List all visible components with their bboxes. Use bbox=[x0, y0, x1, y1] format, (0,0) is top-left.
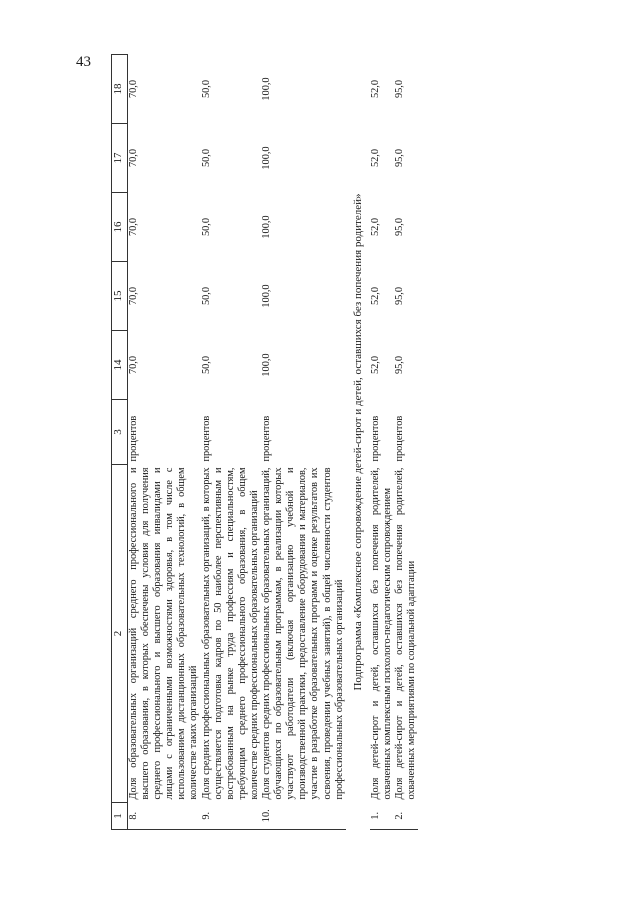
table-row bbox=[261, 55, 346, 830]
row-number: 9. bbox=[201, 803, 261, 830]
value-cell: 50,0 bbox=[200, 355, 212, 375]
unit-cell: процентов bbox=[369, 415, 381, 462]
value-cell: 95,0 bbox=[393, 355, 405, 375]
indicator-description: Доля студентов средних профессиональных образовательных организаций, обучающихся по образовательным программам, в реализации которых участвуют работодатели (включая организацию учебной и производственной практики, предоставление оборудования и материалов, участие в разработке образовательных программ и оценке результатов их освоения, проведении учебных занятий), в общей численности студентов профессиональных образовательных организаций bbox=[261, 467, 345, 800]
value-cell: 95,0 bbox=[393, 217, 405, 237]
header-row bbox=[112, 55, 128, 830]
value-cell: 100,0 bbox=[261, 284, 273, 308]
header-cell: 14 bbox=[112, 331, 128, 400]
row-number: 10. bbox=[261, 803, 346, 830]
value-cell: 50,0 bbox=[200, 217, 212, 237]
page-number: 43 bbox=[76, 54, 91, 70]
value-cell: 100,0 bbox=[261, 353, 273, 377]
value-cell: 52,0 bbox=[369, 286, 381, 306]
value-cell: 95,0 bbox=[393, 79, 405, 99]
row-number: 1. bbox=[370, 803, 394, 830]
row-number: 2. bbox=[394, 803, 418, 830]
unit-cell: процентов bbox=[200, 415, 212, 462]
value-cell: 52,0 bbox=[369, 79, 381, 99]
value-cell: 70,0 bbox=[128, 355, 139, 375]
unit-cell: процентов bbox=[128, 415, 139, 462]
value-cell: 70,0 bbox=[128, 148, 139, 168]
value-cell: 100,0 bbox=[261, 215, 273, 239]
indicator-description: Доля детей-сирот и детей, оставшихся без попечения родителей, охваченных мероприятиями по социальной адаптации bbox=[393, 467, 418, 800]
header-cell: 18 bbox=[112, 55, 128, 124]
header-cell: 17 bbox=[112, 124, 128, 193]
value-cell: 50,0 bbox=[200, 79, 212, 99]
value-cell: 70,0 bbox=[128, 217, 139, 237]
value-cell: 70,0 bbox=[128, 286, 139, 306]
header-cell: 2 bbox=[112, 465, 128, 803]
indicator-description: Доля образовательных организаций среднего профессионального и высшего образования, в которых обеспечены условия для получения среднего профессионального и высшего образования инвалидами и лицами с ограниченными возможностями здоровья, в том числе с использованием дистанционных образовательных технологий, в общем количестве таких организаций bbox=[128, 467, 200, 800]
value-cell: 50,0 bbox=[200, 148, 212, 168]
unit-cell: процентов bbox=[261, 415, 273, 462]
value-cell: 50,0 bbox=[200, 286, 212, 306]
value-cell: 52,0 bbox=[369, 148, 381, 168]
table-row bbox=[370, 55, 394, 830]
value-cell: 52,0 bbox=[369, 355, 381, 375]
header-cell: 1 bbox=[112, 803, 128, 830]
header-cell: 16 bbox=[112, 193, 128, 262]
table-row bbox=[128, 55, 201, 830]
row-number: 8. bbox=[128, 803, 201, 830]
value-cell: 100,0 bbox=[261, 77, 273, 101]
subprogram-row bbox=[346, 55, 370, 830]
indicators-table bbox=[111, 54, 418, 830]
value-cell: 52,0 bbox=[369, 217, 381, 237]
header-cell: 3 bbox=[112, 400, 128, 465]
indicator-description: Доля детей-сирот и детей, оставшихся без попечения родителей, охваченных комплексным психолого-педагогическим сопровождением bbox=[369, 467, 393, 800]
value-cell: 70,0 bbox=[128, 79, 139, 99]
table-row bbox=[201, 55, 261, 830]
value-cell: 95,0 bbox=[393, 286, 405, 306]
value-cell: 100,0 bbox=[261, 146, 273, 170]
rotated-table-area bbox=[111, 55, 561, 830]
table-row bbox=[394, 55, 418, 830]
unit-cell: процентов bbox=[393, 415, 405, 462]
value-cell: 95,0 bbox=[393, 148, 405, 168]
indicator-description: Доля средних профессиональных образовательных организаций, в которых осуществляется подготовка кадров по 50 наиболее перспективным и востребованным на рынке труда профессиям и специальностям, требующим среднего профессионального образования, в общем количестве средних профессиональных образовательных организаций bbox=[200, 467, 260, 800]
header-cell: 15 bbox=[112, 262, 128, 331]
subprogram-title: Подпрограмма «Комплексное сопровождение детей-сирот и детей, оставшихся без попечения родителей» bbox=[351, 193, 364, 691]
